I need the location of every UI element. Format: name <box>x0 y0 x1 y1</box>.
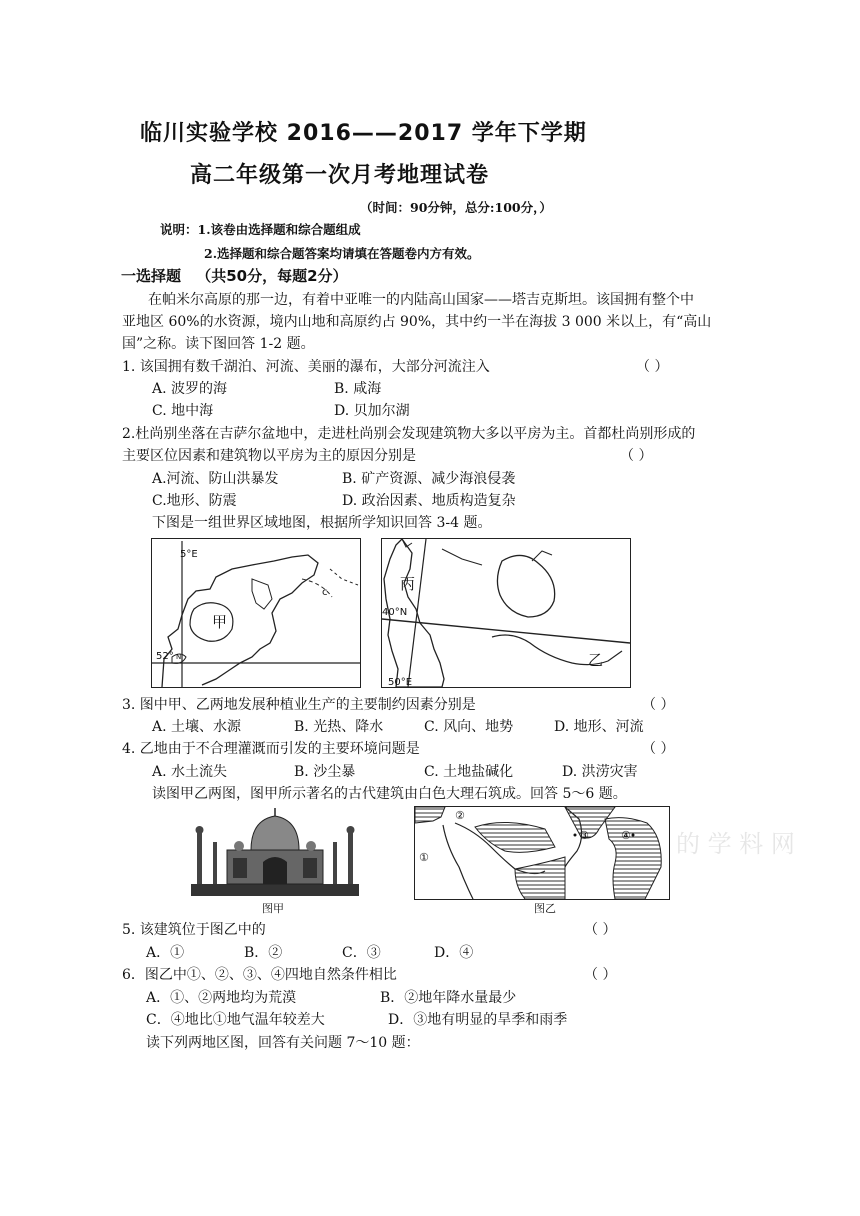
region-map-drawing <box>415 807 669 899</box>
map1-region-jia: 甲 <box>212 613 228 631</box>
q2-option-d: D. 政治因素、地质构造复杂 <box>342 493 516 509</box>
q2-option-c: C.地形、防震 <box>152 493 237 509</box>
map2-region-bing: 丙 <box>400 575 416 593</box>
question-4-stem: 4. 乙地由于不合理灌溉而引发的主要环境问题是 <box>122 741 420 757</box>
note-1: 1.该卷由选择题和综合题组成 <box>197 222 361 237</box>
section-heading <box>121 265 348 286</box>
time-info: （时间：90分钟，总分:100分，） <box>360 200 552 215</box>
question-1-stem: 1. 该国拥有数千湖泊、河流、美丽的瀑布，大部分河流注入 <box>122 359 490 375</box>
marker-3: ③ <box>579 829 589 842</box>
taj-mahal-drawing <box>191 806 359 898</box>
marker-1: ① <box>419 851 429 864</box>
q5-option-a: A．① <box>146 945 185 961</box>
map1-lat-label: 52° <box>156 651 174 662</box>
q3-option-d: D. 地形、河流 <box>554 719 644 735</box>
intro-5-6: 读图甲乙两图，图甲所示著名的古代建筑由白色大理石筑成。回答 5～6 题。 <box>152 786 627 802</box>
q5-option-c: C．③ <box>342 945 381 961</box>
q5-option-d: D．④ <box>434 945 474 961</box>
q4-option-d: D. 洪涝灾害 <box>562 764 638 780</box>
q1-option-c: C. 地中海 <box>152 403 214 419</box>
map-caspian-drawing <box>382 539 630 687</box>
figure-jia-caption: 图甲 <box>262 902 284 915</box>
q5-option-b: B．② <box>244 945 283 961</box>
map-netherlands <box>151 538 361 688</box>
map1-lat-suffix: N <box>176 653 182 661</box>
question-4-answer-paren: （ ） <box>642 741 675 757</box>
intro-3-4: 下图是一组世界区域地图，根据所学知识回答 3-4 题。 <box>152 515 492 531</box>
question-1-answer-paren: （ ） <box>636 359 669 375</box>
map-netherlands-drawing <box>152 539 360 687</box>
map1-c-label: c <box>322 587 328 598</box>
map2-region-yi: 乙 <box>588 651 604 669</box>
question-3-answer-paren: （ ） <box>642 697 675 713</box>
q2-option-b: B. 矿产资源、减少海浪侵袭 <box>342 471 516 487</box>
marker-4: ④ <box>621 829 631 842</box>
question-6-stem: 6．图乙中①、②、③、④四地自然条件相比 <box>122 967 397 983</box>
figure-yi-caption: 图乙 <box>534 902 556 915</box>
question-5-stem: 5. 该建筑位于图乙中的 <box>122 922 266 938</box>
question-2-stem-line-2: 主要区位因素和建筑物以平房为主的原因分别是 <box>122 448 416 464</box>
section-title: 一选择题 <box>121 267 182 285</box>
question-2-answer-paren: （ ） <box>620 448 653 464</box>
q1-option-b: B. 咸海 <box>334 381 382 397</box>
q3-option-a: A. 土壤、水源 <box>152 719 242 735</box>
figure-jia-taj-mahal <box>191 806 359 898</box>
figure-yi-region-map <box>414 806 670 900</box>
map1-lon-label: 5°E <box>180 549 198 560</box>
q1-option-a: A. 波罗的海 <box>152 381 228 397</box>
watermark: 的 学 料 网 <box>676 830 795 858</box>
intro-line-1: 在帕米尔高原的那一边，有着中亚唯一的内陆高山国家——塔吉克斯坦。该国拥有整个中 <box>148 292 694 308</box>
q3-option-b: B. 光热、降水 <box>294 719 384 735</box>
question-3-stem: 3. 图中甲、乙两地发展种植业生产的主要制约因素分别是 <box>122 697 476 713</box>
map2-lat-label: 40°N <box>382 607 408 618</box>
q6-option-c: C．④地比①地气温年较差大 <box>146 1012 325 1028</box>
page-subtitle: 高二年级第一次月考地理试卷 <box>190 163 490 188</box>
q3-option-c: C. 风向、地势 <box>424 719 514 735</box>
section-score-note: （共50分，每题2分） <box>196 267 348 285</box>
q4-option-a: A. 水土流失 <box>152 764 228 780</box>
question-5-answer-paren: （ ） <box>584 922 617 938</box>
intro-7-10: 读下列两地区图，回答有关问题 7～10 题： <box>146 1035 420 1051</box>
q6-option-a: A．①、②两地均为荒漠 <box>146 990 297 1006</box>
q6-option-d: D．③地有明显的旱季和雨季 <box>388 1012 568 1028</box>
intro-line-3: 国”之称。读下图回答 1-2 题。 <box>122 336 315 352</box>
notes-label: 说明： <box>160 222 198 237</box>
q4-option-b: B. 沙尘暴 <box>294 764 356 780</box>
map-caspian-aral <box>381 538 631 688</box>
intro-line-2: 亚地区 60%的水资源，境内山地和高原约占 90%，其中约一半在海拔 3 000 米以上，有“高山 <box>122 314 712 330</box>
q1-option-d: D. 贝加尔湖 <box>334 403 410 419</box>
map2-lon-label: 50°E <box>388 677 413 687</box>
question-6-answer-paren: （ ） <box>584 967 617 983</box>
q4-option-c: C. 土地盐碱化 <box>424 764 514 780</box>
question-2-stem-line-1: 2.杜尚别坐落在吉萨尔盆地中，走进杜尚别会发现建筑物大多以平房为主。首都杜尚别形成的 <box>122 426 696 442</box>
q2-option-a: A.河流、防山洪暴发 <box>152 471 279 487</box>
note-2: 2.选择题和综合题答案均请填在答题卷内方有效。 <box>204 246 480 261</box>
page-title: 临川实验学校 2016——2017 学年下学期 <box>140 121 587 146</box>
marker-2: ② <box>455 809 465 822</box>
q6-option-b: B．②地年降水量最少 <box>380 990 517 1006</box>
notes-line-1 <box>160 220 361 238</box>
